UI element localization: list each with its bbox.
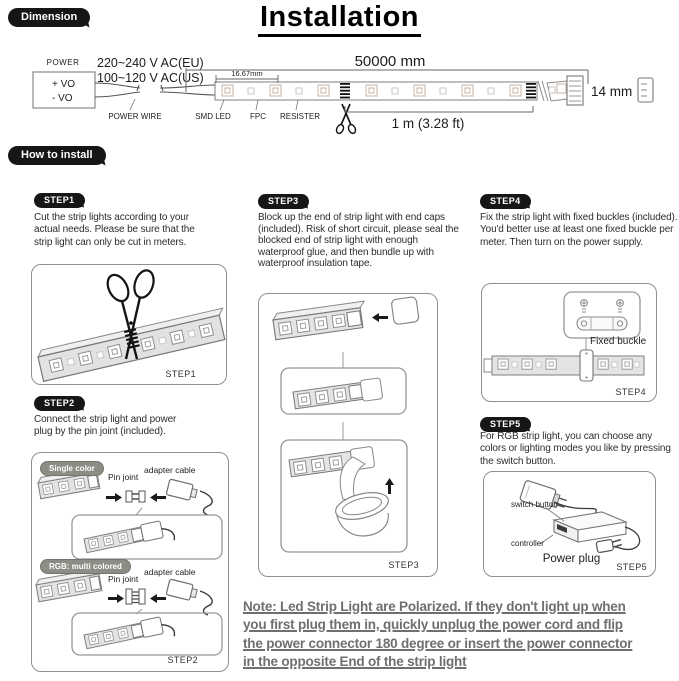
resister-label: RESISTER bbox=[279, 112, 321, 121]
adapter-icon bbox=[166, 579, 198, 602]
arrow-left-icon bbox=[150, 594, 166, 603]
strip-to-cut bbox=[37, 308, 226, 381]
buckle-on-strip bbox=[580, 350, 593, 381]
step3-text: Block up the end of strip light with end caps (included). Risk of short circuit, please seal the blocked end of strip light with enough waterproof glue, and then bundle up with waterproof insulation tape. bbox=[258, 212, 459, 270]
arrow-left-icon bbox=[372, 313, 388, 322]
power-wires bbox=[95, 83, 215, 97]
power-plug-label: Power plug bbox=[542, 553, 601, 565]
terminal-plus-label: + VO bbox=[52, 79, 76, 90]
step2-badge: STEP2 bbox=[34, 396, 85, 411]
adapter-icon bbox=[166, 479, 198, 502]
power-label: POWER bbox=[46, 58, 80, 67]
note-line: Note: Led Strip Light are Polarized. If they don't light up when bbox=[243, 599, 626, 614]
step5-figure-label: STEP5 bbox=[616, 562, 647, 572]
single-color-badge: Single color bbox=[40, 461, 104, 476]
step2-figure bbox=[31, 452, 229, 672]
power-plug-icon bbox=[596, 538, 623, 553]
scissors-icon bbox=[335, 104, 357, 135]
capped-strip bbox=[293, 378, 383, 411]
arrow-right-icon bbox=[108, 594, 124, 603]
fixed-buckle-label: Fixed buckle bbox=[590, 336, 647, 347]
step1-figure bbox=[31, 264, 227, 385]
page-title: Installation bbox=[258, 1, 421, 37]
end-connector-icon bbox=[638, 78, 653, 102]
step5-text: For RGB strip light, you can choose any colors or lighting modes you like by pressing the switch button. bbox=[480, 431, 671, 467]
switch-button-label: switch button bbox=[511, 500, 558, 509]
polarity-note bbox=[243, 598, 632, 671]
cut-unit-dimension bbox=[345, 106, 533, 112]
pitch-label: 16.67mm bbox=[231, 69, 263, 78]
voltage-us-label: 100~120 V AC(US) bbox=[97, 71, 204, 85]
pin-joint-2pin-icon bbox=[126, 491, 145, 502]
pin-joint-4pin-icon bbox=[126, 589, 145, 604]
voltage-eu-label: 220~240 V AC(EU) bbox=[97, 56, 204, 70]
connected-strip bbox=[84, 519, 176, 559]
how-to-install-badge: How to install bbox=[8, 146, 106, 165]
step3-figure-label: STEP3 bbox=[388, 560, 419, 570]
step2-text: Connect the strip light and power plug by the pin joint (included). bbox=[34, 414, 177, 438]
pin-joint-label: Pin joint bbox=[108, 574, 139, 584]
dimension-diagram bbox=[0, 50, 679, 146]
smd-led-label: SMD LED bbox=[195, 112, 231, 121]
fixed-strip bbox=[484, 350, 644, 381]
connected-strip bbox=[84, 615, 176, 655]
step5-figure bbox=[483, 471, 656, 577]
buckle-icon bbox=[577, 317, 627, 330]
power-supply-box bbox=[33, 58, 95, 108]
step3-badge: STEP3 bbox=[258, 194, 309, 209]
led-strip bbox=[215, 76, 583, 105]
step4-figure bbox=[481, 283, 657, 402]
step4-badge: STEP4 bbox=[480, 194, 531, 209]
fpc-label: FPC bbox=[250, 112, 266, 121]
end-cap-icon bbox=[391, 297, 419, 325]
cut-unit-label: 1 m (3.28 ft) bbox=[391, 116, 465, 131]
controller-label: controller bbox=[511, 539, 544, 548]
step1-text: Cut the strip lights according to your actual needs. Please be sure that the strip light can only be cut in meters. bbox=[34, 212, 195, 248]
step4-figure-label: STEP4 bbox=[615, 387, 646, 397]
total-length-label: 50000 mm bbox=[354, 53, 426, 70]
note-line: you first plug them in, quickly unplug the power cord and flip bbox=[243, 617, 623, 633]
controller-icon bbox=[554, 512, 626, 542]
arrow-right-icon bbox=[106, 493, 122, 502]
power-wire-label: POWER WIRE bbox=[108, 112, 162, 121]
arrow-up-icon bbox=[385, 478, 394, 494]
note-line: the power connector 180 degree or insert the power connector bbox=[243, 635, 633, 651]
dimension-badge: Dimension bbox=[8, 8, 90, 27]
step4-text: Fix the strip light with fixed buckles (included). You'd better use at least one fixed buckle per meter. Then turn on the power supply. bbox=[480, 212, 678, 248]
step3-figure bbox=[258, 293, 438, 577]
strip-end bbox=[272, 301, 368, 340]
rgb-badge: RGB: multi colored bbox=[40, 559, 131, 574]
strip-width-label: 14 mm bbox=[591, 84, 633, 99]
note-line: in the opposite End of the strip light bbox=[243, 653, 467, 669]
step5-badge: STEP5 bbox=[480, 417, 531, 432]
adapter-cable-label: adapter cable bbox=[144, 465, 196, 475]
arrow-left-icon bbox=[150, 493, 166, 502]
terminal-minus-label: - VO bbox=[52, 93, 73, 104]
step2-figure-label: STEP2 bbox=[167, 655, 198, 665]
step1-badge: STEP1 bbox=[34, 193, 85, 208]
step1-illustration bbox=[32, 265, 226, 384]
step3-illustration bbox=[259, 294, 437, 576]
adapter-cable-label: adapter cable bbox=[144, 567, 196, 577]
step1-figure-label: STEP1 bbox=[165, 369, 196, 379]
pin-joint-label: Pin joint bbox=[108, 472, 139, 482]
